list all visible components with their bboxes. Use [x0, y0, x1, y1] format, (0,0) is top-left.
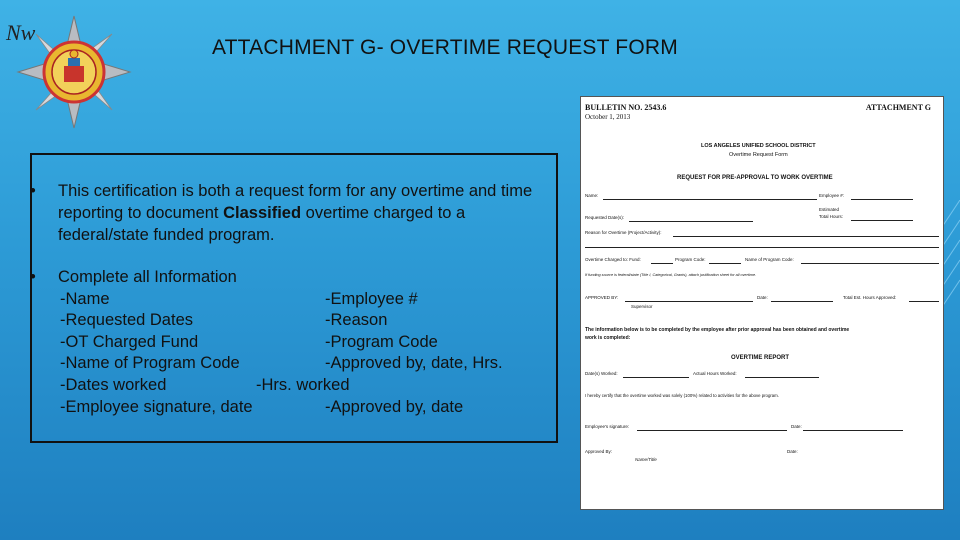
item-hrs-worked: -Hrs. worked: [256, 376, 350, 394]
bullet-marker: •: [30, 268, 36, 286]
form-line: [623, 377, 689, 378]
item-ot-charged-fund: -OT Charged Fund: [60, 333, 199, 351]
item-dates-worked: -Dates worked: [60, 376, 167, 394]
item-approved-date-hrs: -Approved by, date, Hrs.: [325, 354, 503, 372]
form-section-heading: OVERTIME REPORT: [731, 355, 790, 361]
logo-initials: Nw: [6, 20, 36, 45]
form-line: [651, 263, 673, 264]
bullet-text-post: overtime charged to a federal/state funded program.: [58, 204, 466, 244]
form-estimated-label: Estimated: [819, 207, 840, 212]
form-certify-text: I hereby certify that the overtime worked was solely (100%) related to activities for the above program.: [585, 393, 779, 398]
form-line: [603, 199, 817, 200]
form-supervisor-label: Supervisor: [631, 304, 653, 309]
form-request-heading: REQUEST FOR PRE-APPROVAL TO WORK OVERTIME: [677, 175, 833, 181]
form-approved-by-label: Approved By:: [585, 449, 613, 454]
item-name-program-code: -Name of Program Code: [60, 354, 240, 372]
form-attachment: ATTACHMENT G: [865, 103, 931, 112]
item-name: -Name: [60, 290, 110, 308]
form-name-title-label: Name/Title: [635, 457, 657, 462]
form-name-label: Name:: [585, 193, 599, 198]
bullet-text-pre: This certification is both a request form for any overtime and time reporting to document: [58, 182, 533, 222]
form-bulletin: BULLETIN NO. 2543.6: [585, 103, 667, 112]
item-employee-signature: -Employee signature, date: [60, 398, 253, 416]
form-line: [803, 430, 903, 431]
form-signature-label: Employee's signature:: [585, 424, 630, 429]
form-date-label: Date:: [757, 295, 768, 300]
form-line: [673, 236, 939, 237]
form-approved-label: APPROVED BY:: [585, 295, 619, 300]
form-date: October 1, 2013: [585, 113, 631, 121]
bullet-complete-info: [30, 266, 558, 288]
item-employee-num: -Employee #: [325, 290, 418, 308]
form-info-text-1: The information below is to be completed by the employee after prior approval has been obtained and overtime: [585, 327, 850, 333]
item-approved-date: -Approved by, date: [325, 398, 464, 416]
form-total-hours-label: Total Hours:: [819, 214, 844, 219]
form-preview: [580, 96, 944, 510]
form-line: [745, 377, 819, 378]
form-requested-dates-label: Requested Date(s):: [585, 215, 625, 220]
item-reason: -Reason: [325, 311, 388, 329]
bullet-marker: •: [30, 182, 36, 200]
item-program-code: -Program Code: [325, 333, 438, 351]
form-line: [771, 301, 833, 302]
form-dates-worked-label: Date(s) Worked:: [585, 371, 618, 376]
form-line: [637, 430, 787, 431]
item-requested-dates: -Requested Dates: [60, 311, 193, 329]
form-note: If funding source is federal/state (Title I, Categorical, Grants), attach justification sheet for all overtime.: [585, 273, 757, 277]
bullet-text-bold: Classified: [223, 204, 302, 222]
form-program-code-label: Program Code:: [675, 257, 706, 262]
form-name: Overtime Request Form: [729, 152, 788, 158]
form-date3-label: Date:: [787, 449, 798, 454]
form-actual-hours-label: Actual Hours Worked:: [693, 371, 737, 376]
form-info-text-2: work is completed:: [585, 335, 631, 341]
form-line: [851, 199, 913, 200]
form-line: [585, 247, 939, 248]
form-line: [801, 263, 939, 264]
form-line: [629, 221, 753, 222]
form-name-program-label: Name of Program Code:: [745, 257, 794, 262]
form-reason-label: Reason for Overtime (Project/Activity):: [585, 230, 662, 235]
form-district: LOS ANGELES UNIFIED SCHOOL DISTRICT: [701, 143, 816, 149]
form-line: [851, 220, 913, 221]
form-line: [709, 263, 741, 264]
bullet-text: Complete all Information: [58, 268, 237, 286]
page-title: ATTACHMENT G- OVERTIME REQUEST FORM: [212, 36, 678, 59]
form-line: [625, 301, 753, 302]
form-date2-label: Date:: [791, 424, 802, 429]
form-employee-label: Employee #:: [819, 193, 845, 198]
district-seal-logo: [4, 14, 132, 130]
form-line: [909, 301, 939, 302]
bullet-certification: [30, 180, 558, 246]
form-total-approved-label: Total Est. Hours Approved:: [843, 295, 897, 300]
form-charged-label: Overtime Charged to: Fund:: [585, 257, 641, 262]
